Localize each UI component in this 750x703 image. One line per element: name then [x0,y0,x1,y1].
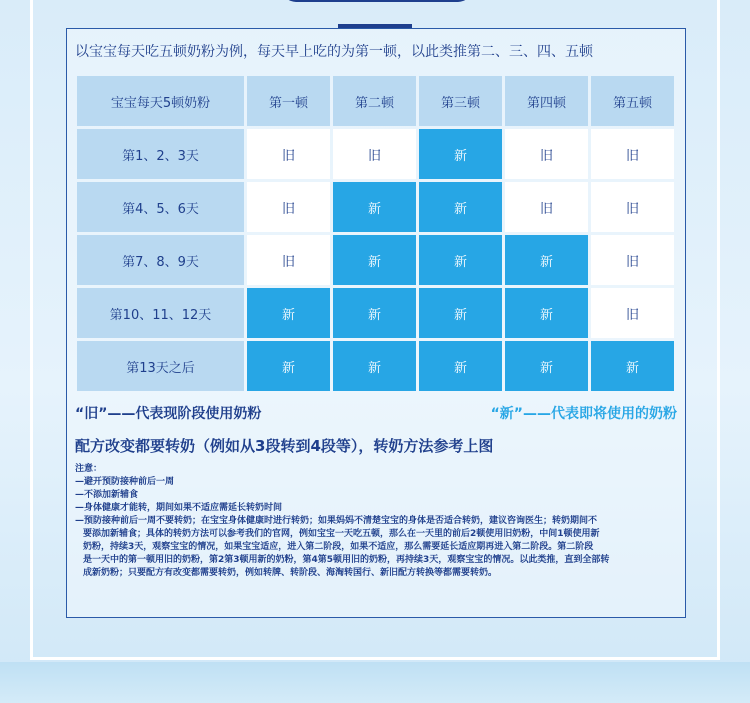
notes-title: 注意： [75,464,103,474]
cell-new: 新 [505,341,588,391]
info-panel [66,28,686,618]
note-item: —避开预防接种前后一周 [75,477,175,487]
cell-new: 新 [333,288,416,338]
cell-new: 新 [333,341,416,391]
legend-new: “新”——代表即将使用的奶粉 [490,406,677,422]
note-continuation: 是一天中的第一顿用旧的奶粉，第2第3顿用新的奶粉，第4第5顿用旧的奶粉，再持续3天，观察宝宝的情况。以此类推，直到全部转 [83,555,610,565]
cell-new: 新 [505,288,588,338]
header-corner: 宝宝每天5顿奶粉 [77,76,244,126]
cell-new: 新 [419,341,502,391]
switch-instruction: 配方改变都要转奶（例如从3段转到4段等），转奶方法参考上图 [75,437,494,455]
note-item: —身体健康才能转，期间如果不适应需延长转奶时间 [75,503,283,513]
cell-new: 新 [247,288,330,338]
cell-new: 新 [419,129,502,179]
table-row [77,341,674,391]
header-meal: 第二顿 [333,76,416,126]
header-meal: 第一顿 [247,76,330,126]
header-meal: 第三顿 [419,76,502,126]
cell-new: 新 [591,341,674,391]
cell-new: 新 [419,288,502,338]
cell-new: 新 [333,235,416,285]
header-meal: 第五顿 [591,76,674,126]
cell-old: 旧 [591,129,674,179]
cell-old: 旧 [505,129,588,179]
cell-new: 新 [247,341,330,391]
transition-schedule-table [74,73,677,394]
note-item: —不添加新辅食 [75,490,139,500]
table-row [77,182,674,232]
note-continuation: 要添加新辅食；具体的转奶方法可以参考我们的官网，例如宝宝一天吃五顿，那么在一天里的前后2顿使用旧奶粉，中间1顿使用新 [83,529,600,539]
cell-new: 新 [419,235,502,285]
note-continuation: 成新奶粉；只要配方有改变都需要转奶，例如转牌、转阶段、海淘转国行、新旧配方转换等都需要转奶。 [83,568,498,578]
table-row [77,235,674,285]
bottom-band [0,662,750,703]
row-label: 第10、11、12天 [77,288,244,338]
header-meal: 第四顿 [505,76,588,126]
row-label: 第13天之后 [77,341,244,391]
legend-old: “旧”——代表现阶段使用奶粉 [75,406,262,422]
row-label: 第4、5、6天 [77,182,244,232]
cell-new: 新 [419,182,502,232]
table-row [77,288,674,338]
cell-old: 旧 [591,288,674,338]
cell-old: 旧 [333,129,416,179]
cell-new: 新 [333,182,416,232]
row-label: 第1、2、3天 [77,129,244,179]
note-continuation: 奶粉，持续3天，观察宝宝的情况，如果宝宝适应，进入第二阶段，如果不适应，那么需要延长适应期再进入第二阶段。第二阶段 [83,542,594,552]
cell-old: 旧 [505,182,588,232]
intro-text: 以宝宝每天吃五顿奶粉为例，每天早上吃的为第一顿，以此类推第二、三、四、五顿 [75,44,593,60]
cell-old: 旧 [247,235,330,285]
cell-old: 旧 [247,182,330,232]
cell-old: 旧 [247,129,330,179]
table-header-row [77,76,674,126]
notes-section [75,463,679,580]
row-label: 第7、8、9天 [77,235,244,285]
cell-old: 旧 [591,182,674,232]
cell-new: 新 [505,235,588,285]
table-row [77,129,674,179]
note-item: —预防接种前后一周不要转奶；在宝宝身体健康时进行转奶；如果妈妈不清楚宝宝的身体是否适合转奶，建议咨询医生；转奶期间不 [75,516,598,526]
cell-old: 旧 [591,235,674,285]
